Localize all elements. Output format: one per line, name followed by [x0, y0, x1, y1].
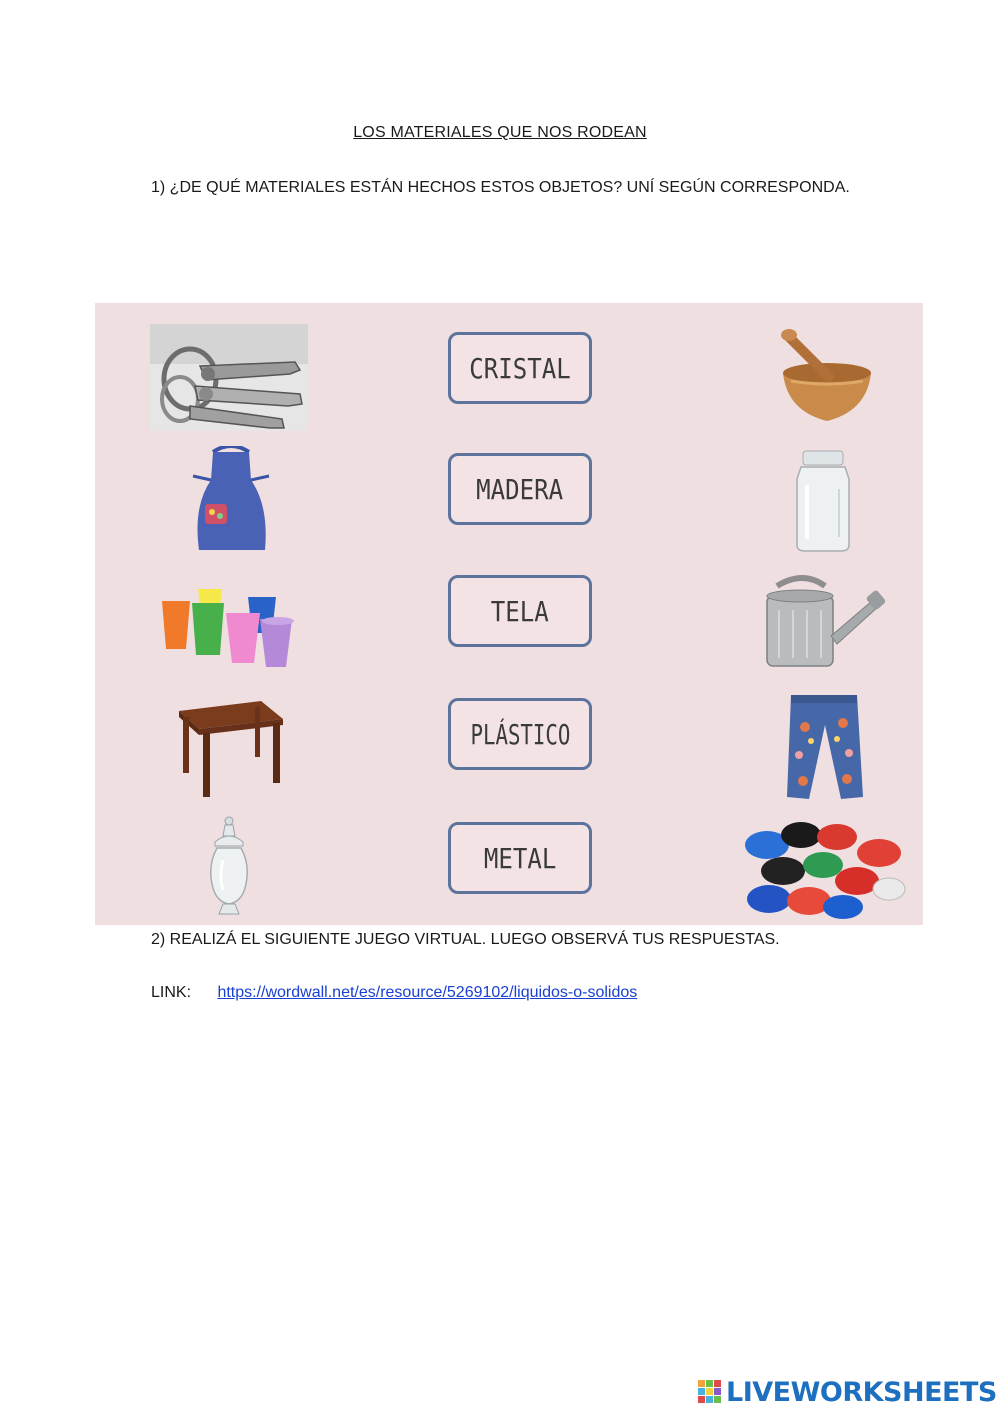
material-box-plastico[interactable]: PLÁSTICO [448, 698, 592, 770]
wordwall-link[interactable]: https://wordwall.net/es/resource/5269102/liquidos-o-solidos [217, 984, 638, 1001]
material-box-tela[interactable]: TELA [448, 575, 592, 647]
keys-icon[interactable] [150, 324, 308, 431]
link-label: LINK: [151, 984, 192, 1001]
glass-jar-icon[interactable] [795, 449, 851, 553]
matching-panel [95, 303, 923, 925]
worksheet-title: LOS MATERIALES QUE NOS RODEAN [353, 124, 647, 141]
bottle-caps-icon[interactable] [739, 819, 907, 921]
apron-icon[interactable] [191, 446, 271, 554]
liveworksheets-grid-icon [698, 1380, 722, 1404]
link-row [151, 984, 637, 1002]
watering-can-icon[interactable] [759, 570, 885, 670]
wooden-table-icon[interactable] [175, 697, 285, 799]
material-box-madera[interactable]: MADERA [448, 453, 592, 525]
jeans-icon[interactable] [781, 693, 867, 801]
material-box-cristal[interactable]: CRISTAL [448, 332, 592, 404]
question-1: 1) ¿DE QUÉ MATERIALES ESTÁN HECHOS ESTOS OBJETOS? UNÍ SEGÚN CORRESPONDA. [151, 179, 850, 196]
material-box-metal[interactable]: METAL [448, 822, 592, 894]
liveworksheets-logo [698, 1374, 997, 1410]
mortar-and-pestle-icon[interactable] [777, 325, 877, 425]
brand-name: LIVEWORKSHEETS [726, 1376, 997, 1408]
question-2: 2) REALIZÁ EL SIGUIENTE JUEGO VIRTUAL. LUEGO OBSERVÁ TUS RESPUESTAS. [151, 931, 780, 948]
glass-jar-with-lid-icon[interactable] [205, 816, 253, 920]
plastic-cups-icon[interactable] [158, 585, 298, 667]
